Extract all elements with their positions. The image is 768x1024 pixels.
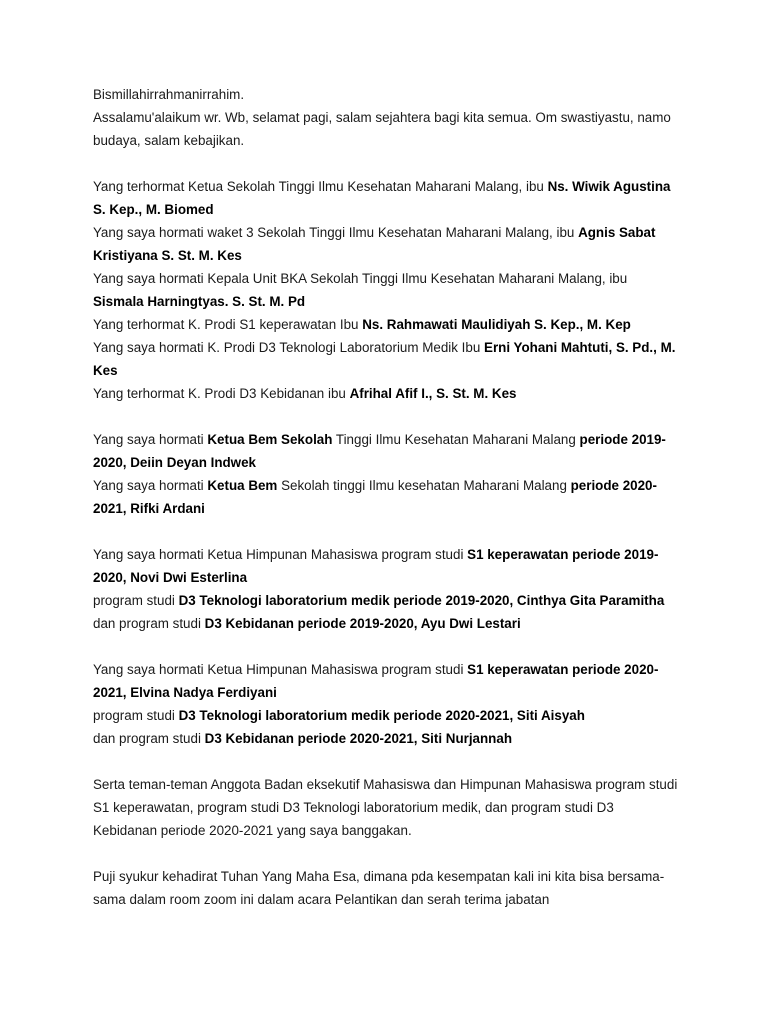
text-line <box>93 658 678 704</box>
text-run: Bismillahirrahmanirrahim. <box>93 87 245 102</box>
text-run: Yang terhormat Ketua Sekolah Tinggi Ilmu Kesehatan Maharani Malang, ibu <box>93 179 548 194</box>
text-run: Yang saya hormati waket 3 Sekolah Tinggi Ilmu Kesehatan Maharani Malang, ibu <box>93 225 579 240</box>
bold-text: S1 keperawatan periode 2019-2020, Novi Dwi Esterlina <box>93 547 659 585</box>
text-run: Yang terhormat K. Prodi D3 Kebidanan ibu <box>93 386 350 401</box>
paragraph <box>93 175 678 405</box>
text-line <box>93 704 678 727</box>
text-run: program studi <box>93 593 179 608</box>
paragraph <box>93 543 678 635</box>
bold-text: periode 2020-2021, Rifki Ardani <box>93 478 657 516</box>
bold-text: Ketua Bem <box>207 478 278 493</box>
bold-text: S1 keperawatan periode 2020-2021, Elvina Nadya Ferdiyani <box>93 662 659 700</box>
text-line <box>93 865 678 911</box>
text-line <box>93 382 678 405</box>
paragraph <box>93 83 678 152</box>
text-run: Serta teman-teman Anggota Badan eksekutif Mahasiswa dan Himpunan Mahasiswa program studi S1 keperawatan, program studi D3 Teknologi laboratorium medik, dan program studi D3 Kebidanan periode 2020-2021 yang saya banggakan. <box>93 777 678 838</box>
text-run: Puji syukur kehadirat Tuhan Yang Maha Esa, dimana pda kesempatan kali ini kita bisa bersama-sama dalam room zoom ini dalam acara Pelantikan dan serah terima jabatan <box>93 869 665 907</box>
text-run: Yang saya hormati <box>93 478 208 493</box>
text-run: Yang saya hormati Ketua Himpunan Mahasiswa program studi <box>93 662 468 677</box>
text-line <box>93 221 678 267</box>
bold-text: D3 Kebidanan periode 2020-2021, Siti Nurjannah <box>204 731 512 746</box>
text-line <box>93 106 678 152</box>
text-line <box>93 773 678 842</box>
bold-text: Ketua Bem Sekolah <box>207 432 333 447</box>
bold-text: Erni Yohani Mahtuti, S. Pd., M. Kes <box>93 340 676 378</box>
text-run: dan program studi <box>93 731 205 746</box>
text-run: Tinggi Ilmu Kesehatan Maharani Malang <box>332 432 580 447</box>
text-line <box>93 474 678 520</box>
text-line <box>93 428 678 474</box>
text-line <box>93 612 678 635</box>
bold-text: Ns. Wiwik Agustina S. Kep., M. Biomed <box>93 179 671 217</box>
bold-text: D3 Teknologi laboratorium medik periode 2019-2020, Cinthya Gita Paramitha <box>178 593 665 608</box>
bold-text: Agnis Sabat Kristiyana S. St. M. Kes <box>93 225 656 263</box>
paragraph <box>93 428 678 520</box>
bold-text: D3 Kebidanan periode 2019-2020, Ayu Dwi Lestari <box>204 616 521 631</box>
text-run: dan program studi <box>93 616 205 631</box>
text-run: Yang saya hormati K. Prodi D3 Teknologi Laboratorium Medik Ibu <box>93 340 485 355</box>
text-line <box>93 727 678 750</box>
text-run: Yang saya hormati Ketua Himpunan Mahasiswa program studi <box>93 547 468 562</box>
bold-text: Sismala Harningtyas. S. St. M. Pd <box>93 294 306 309</box>
text-run: Assalamu'alaikum wr. Wb, selamat pagi, salam sejahtera bagi kita semua. Om swastiyastu, namo budaya, salam kebajikan. <box>93 110 671 148</box>
text-run: program studi <box>93 708 179 723</box>
text-line <box>93 313 678 336</box>
paragraph <box>93 773 678 842</box>
text-run: Yang saya hormati <box>93 432 208 447</box>
text-line <box>93 543 678 589</box>
text-line <box>93 589 678 612</box>
text-line <box>93 336 678 382</box>
text-run: Yang terhormat K. Prodi S1 keperawatan Ibu <box>93 317 363 332</box>
document-page <box>93 83 678 934</box>
text-line <box>93 83 678 106</box>
text-line <box>93 175 678 221</box>
bold-text: D3 Teknologi laboratorium medik periode 2020-2021, Siti Aisyah <box>178 708 585 723</box>
text-line <box>93 267 678 313</box>
text-run: Sekolah tinggi Ilmu kesehatan Maharani Malang <box>277 478 571 493</box>
bold-text: periode 2019-2020, Deiin Deyan Indwek <box>93 432 666 470</box>
text-run: Yang saya hormati Kepala Unit BKA Sekolah Tinggi Ilmu Kesehatan Maharani Malang, ibu <box>93 271 628 286</box>
paragraph <box>93 865 678 911</box>
paragraph <box>93 658 678 750</box>
bold-text: Ns. Rahmawati Maulidiyah S. Kep., M. Kep <box>362 317 631 332</box>
bold-text: Afrihal Afif I., S. St. M. Kes <box>349 386 517 401</box>
